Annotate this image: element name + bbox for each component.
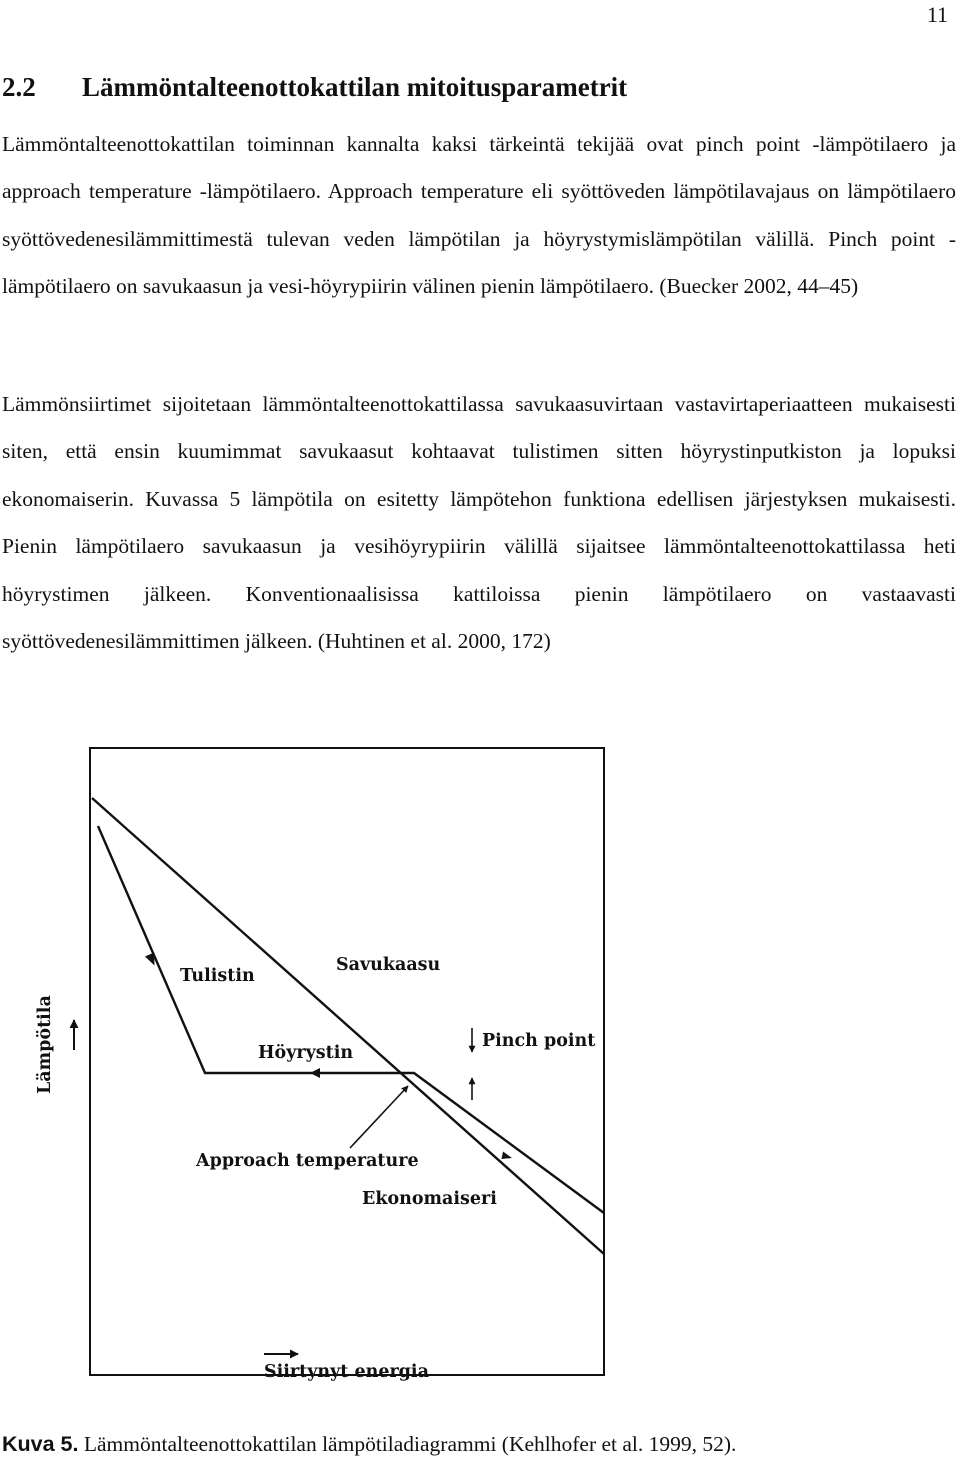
y-axis-label: Lämpötila: [35, 995, 55, 1094]
label-tulistin: Tulistin: [180, 966, 255, 986]
flue-gas-line: [92, 798, 604, 1254]
figure-caption: [2, 1432, 736, 1457]
label-approach-temperature: Approach temperature: [196, 1151, 419, 1171]
temperature-diagram: [28, 740, 618, 1390]
section-heading: [2, 72, 627, 103]
section-title: Lämmöntalteenottokattilan mitoitusparametrit: [82, 72, 628, 102]
evaporator-direction-arrow: [310, 1068, 320, 1078]
section-number: 2.2: [2, 72, 36, 102]
x-axis-label: Siirtynyt energia: [264, 1362, 429, 1382]
label-pinch-point: Pinch point: [482, 1031, 596, 1051]
caption-label: Kuva 5.: [2, 1432, 79, 1456]
page-number: 11: [926, 2, 948, 27]
paragraph-1: Lämmöntalteenottokattilan toiminnan kannalta kaksi tärkeintä tekijää ovat pinch point -lämpötilaero ja approach temperature -lämpötilaero. Approach temperature eli syöttöveden lämpötilavajaus on lämpötilaero syöttövedenesilämmittimestä tulevan veden lämpötilan ja höyrystymislämpötilan välillä. Pinch point -lämpötilaero on savukaasun ja vesi-höyrypiirin välinen pienin lämpötilaero. (Buecker 2002, 44–45): [2, 132, 956, 299]
paragraph-2: Lämmönsiirtimet sijoitetaan lämmöntalteenottokattilassa savukaasuvirtaan vastavirtaperiaatteen mukaisesti siten, että ensin kuumimmat savukaasut kohtaavat tulistimen sitten höyrystinputkiston ja lopuksi ekonomaiserin. Kuvassa 5 lämpötila on esitetty lämpötehon funktiona edellisen järjestyksen mukaisesti. Pienin lämpötilaero savukaasun ja vesihöyrypiirin välillä sijaitsee lämmöntalteenottokattilassa heti höyrystimen jälkeen. Konventionaalisissa kattiloissa pienin lämpötilaero on vastaavasti syöttövedenesilämmittimen jälkeen. (Huhtinen et al. 2000, 172): [2, 392, 956, 654]
label-hoyrystin: Höyrystin: [258, 1043, 354, 1063]
label-savukaasu: Savukaasu: [336, 955, 441, 975]
temperature-diagram-svg: [28, 740, 618, 1390]
label-ekonomaiseri: Ekonomaiseri: [362, 1189, 497, 1209]
caption-text: Lämmöntalteenottokattilan lämpötiladiagrammi (Kehlhofer et al. 1999, 52).: [78, 1432, 737, 1456]
approach-temperature-arrow: [350, 1086, 408, 1148]
